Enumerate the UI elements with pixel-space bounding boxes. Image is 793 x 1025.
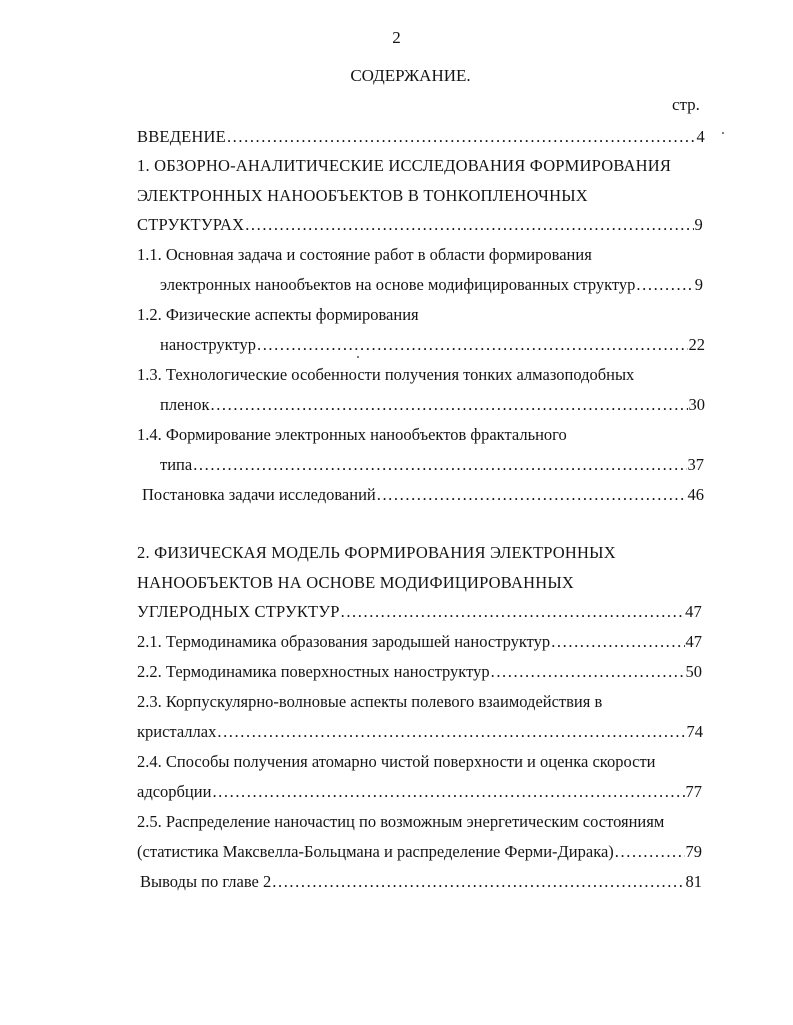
toc-entry-text: пленок [160,395,210,414]
toc-page-number: 4 [696,127,705,146]
toc-entry-task[interactable] [142,485,704,505]
toc-page-number: 30 [688,395,705,414]
toc-entry-text: (статистика Максвелла-Больцмана и распределение Ферми-Дирака) [137,842,614,861]
toc-chapter-1-line1[interactable]: 1. ОБЗОРНО-АНАЛИТИЧЕСКИЕ ИССЛЕДОВАНИЯ ФОРМИРОВАНИЯ [137,156,672,175]
toc-entry-text: электронных нанообъектов на основе модифицированных структур [160,275,636,294]
toc-section-2-2[interactable] [137,662,702,682]
toc-entry-text: СТРУКТУРАХ [137,215,245,234]
dot-leader [615,842,685,862]
toc-section-1-4-line2[interactable] [160,455,704,475]
toc-entry-text: 2.2. Термодинамика поверхностных наноструктур [137,662,490,681]
toc-section-2-1[interactable] [137,632,702,652]
dot-leader [341,602,684,622]
toc-entry-text: наноструктур [160,335,256,354]
dot-leader [245,215,693,235]
toc-section-2-3-line1[interactable]: 2.3. Корпускулярно-волновые аспекты полевого взаимодействия в [137,692,603,711]
toc-chapter-2-line2[interactable]: НАНООБЪЕКТОВ НА ОСНОВЕ МОДИФИЦИРОВАННЫХ [137,573,575,592]
toc-section-2-3-line2[interactable] [137,722,703,742]
toc-section-2-5-line2[interactable] [137,842,702,862]
dot-leader [377,485,687,505]
toc-page-number: 46 [687,485,704,504]
toc-entry-text: адсорбции [137,782,212,801]
toc-section-1-3-line2[interactable] [160,395,705,415]
toc-page-number: 79 [685,842,702,861]
dot-leader [551,632,684,652]
toc-section-2-4-line1[interactable]: 2.4. Способы получения атомарно чистой поверхности и оценка скорости [137,752,656,771]
dot-leader [227,127,696,147]
toc-entry-intro[interactable] [137,127,705,147]
toc-section-1-2-line1[interactable]: 1.2. Физические аспекты формирования [137,305,419,324]
page-column-label: стр. [672,95,700,114]
toc-page-number: 81 [685,872,702,891]
dot-leader [217,722,685,742]
toc-chapter-2-line1[interactable]: 2. ФИЗИЧЕСКАЯ МОДЕЛЬ ФОРМИРОВАНИЯ ЭЛЕКТРОННЫХ [137,543,616,562]
toc-chapter-1-line2[interactable]: ЭЛЕКТРОННЫХ НАНООБЪЕКТОВ В ТОНКОПЛЕНОЧНЫХ [137,186,588,205]
dot-leader [491,662,685,682]
toc-page-number: 37 [687,455,704,474]
toc-section-1-4-line1[interactable]: 1.4. Формирование электронных нанообъектов фрактального [137,425,567,444]
toc-section-2-5-line1[interactable]: 2.5. Распределение наночастиц по возможным энергетическим состояниям [137,812,665,831]
toc-page-number: 47 [685,602,702,621]
toc-page-number: 50 [685,662,702,681]
toc-entry-text: Выводы по главе 2 [140,872,272,891]
toc-page-number: 9 [694,275,703,294]
toc-page-number: 77 [685,782,702,801]
toc-section-1-1-line2[interactable] [160,275,703,295]
dot-leader [257,335,688,355]
toc-section-1-2-line2[interactable] [160,335,705,355]
toc-chapter-2-line3[interactable] [137,602,702,622]
toc-entry-conclusions[interactable] [140,872,702,892]
scan-speck [722,132,724,134]
toc-page-number: 9 [694,215,703,234]
dot-leader [210,395,687,415]
toc-section-1-1-line1[interactable]: 1.1. Основная задача и состояние работ в области формирования [137,245,592,264]
toc-page-number: 47 [685,632,702,651]
toc-page-number: 74 [686,722,703,741]
dot-leader [636,275,693,295]
scan-speck [357,356,359,358]
toc-entry-text: Постановка задачи исследований [142,485,376,504]
toc-entry-text: 2.1. Термодинамика образования зародышей наноструктур [137,632,551,651]
toc-section-2-4-line2[interactable] [137,782,702,802]
toc-entry-text: УГЛЕРОДНЫХ СТРУКТУР [137,602,340,621]
toc-entry-text: ВВЕДЕНИЕ [137,127,226,146]
dot-leader [272,872,684,892]
dot-leader [193,455,686,475]
page-number: 2 [392,28,401,47]
page-title: СОДЕРЖАНИЕ. [350,66,471,85]
dot-leader [212,782,684,802]
toc-entry-text: кристаллах [137,722,217,741]
toc-chapter-1-line3[interactable] [137,215,703,235]
toc-section-1-3-line1[interactable]: 1.3. Технологические особенности получения тонких алмазоподобных [137,365,635,384]
toc-page-number: 22 [688,335,705,354]
toc-entry-text: типа [160,455,193,474]
